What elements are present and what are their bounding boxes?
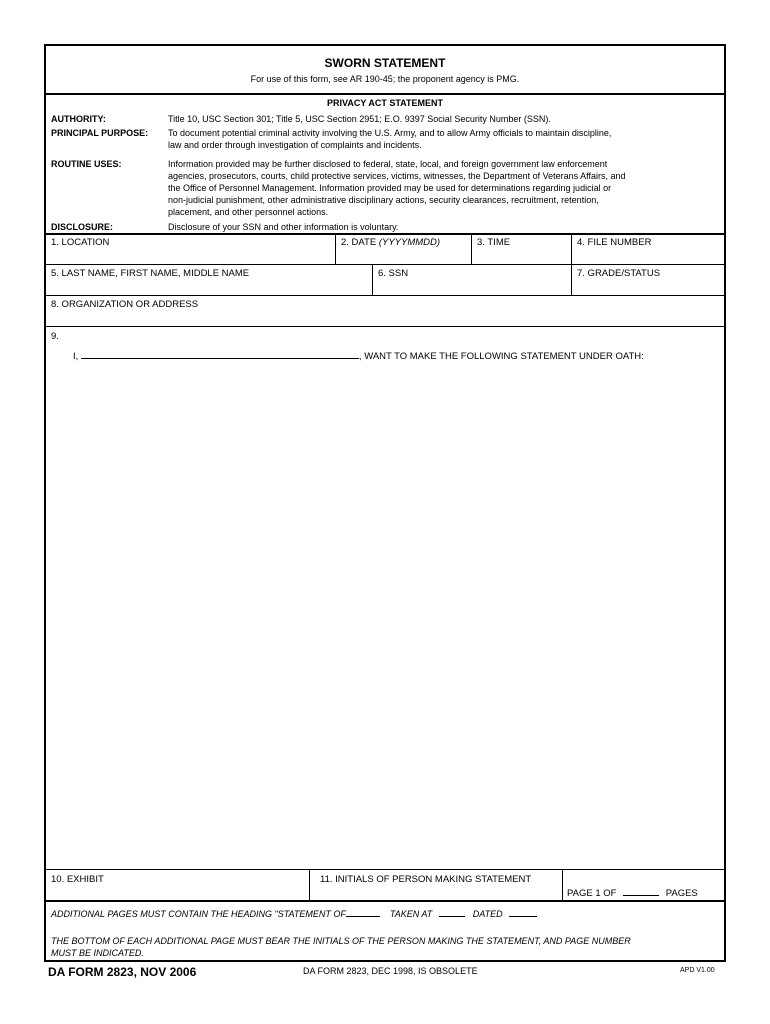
header-divider — [46, 93, 724, 95]
divider — [46, 295, 724, 296]
purpose-label: PRINCIPAL PURPOSE: — [51, 128, 149, 138]
authority-text: Title 10, USC Section 301; Title 5, USC Section 2951; E.O. 9397 Social Security Number (SSN). — [168, 114, 551, 124]
authority-label: AUTHORITY: — [51, 114, 106, 124]
purpose-text: To document potential criminal activity involving the U.S. Army, and to allow Army officials to maintain discipline, law and order through investigation of complaints and incidents. — [168, 128, 612, 150]
divider — [46, 264, 724, 265]
sworn-statement-form — [44, 44, 726, 962]
initials-field[interactable]: 11. INITIALS OF PERSON MAKING STATEMENT — [320, 874, 532, 885]
underline — [439, 907, 465, 917]
divider — [372, 265, 373, 295]
divider — [46, 900, 724, 902]
form-subtitle: For use of this form, see AR 190-45; the proponent agency is PMG. — [250, 74, 520, 84]
disclosure-label: DISCLOSURE: — [51, 222, 114, 232]
initials-instruction: THE BOTTOM OF EACH ADDITIONAL PAGE MUST BEAR THE INITIALS OF THE PERSON MAKING THE STATEMENT, AND PAGE NUMBER MUST BE INDICATED. — [51, 936, 631, 958]
date-field[interactable]: 2. DATE (YYYYMMDD) — [341, 237, 441, 248]
divider — [571, 234, 572, 264]
divider — [46, 326, 724, 327]
underline — [509, 907, 537, 917]
statement-name-blank[interactable] — [81, 349, 359, 359]
divider — [562, 870, 563, 901]
divider — [46, 869, 724, 870]
additional-pages-heading: ADDITIONAL PAGES MUST CONTAIN THE HEADING "STATEMENT OF TAKEN AT DATED — [51, 907, 537, 919]
version-label: APD V1.00 — [680, 967, 715, 974]
file-number-field[interactable]: 4. FILE NUMBER — [577, 237, 652, 248]
divider — [309, 870, 310, 901]
form-title: SWORN STATEMENT — [324, 56, 446, 70]
organization-field[interactable]: 8. ORGANIZATION OR ADDRESS — [51, 299, 199, 310]
form-number: DA FORM 2823, NOV 2006 — [48, 965, 197, 979]
grade-status-field[interactable]: 7. GRADE/STATUS — [577, 268, 661, 279]
statement-oath-line: I, , WANT TO MAKE THE FOLLOWING STATEMENT UNDER OATH: — [73, 351, 644, 362]
obsolete-notice: DA FORM 2823, DEC 1998, IS OBSOLETE — [303, 966, 478, 976]
statement-body-area[interactable] — [50, 366, 720, 866]
location-field[interactable]: 1. LOCATION — [51, 237, 110, 248]
time-field[interactable]: 3. TIME — [477, 237, 511, 248]
name-field[interactable]: 5. LAST NAME, FIRST NAME, MIDDLE NAME — [51, 268, 250, 279]
total-pages-blank[interactable] — [623, 886, 659, 896]
divider — [471, 234, 472, 264]
page-count: PAGE 1 OF PAGES — [567, 888, 698, 899]
privacy-divider — [46, 233, 724, 235]
privacy-act-heading: PRIVACY ACT STATEMENT — [326, 98, 443, 108]
routine-uses-text: Information provided may be further disclosed to federal, state, local, and foreign government law enforcement agencies, prosecutors, courts, child protective services, victims, witnesses, the Department of Veterans Affairs, and the Office of Personnel Management. Information provided may be used for determinations regarding judicial or non-judicial punishment, other administrative disciplinary actions, security clearances, recruitment, retention, placement, and other personnel actions. — [168, 159, 626, 217]
exhibit-field[interactable]: 10. EXHIBIT — [51, 874, 104, 885]
routine-uses-label: ROUTINE USES: — [51, 159, 122, 169]
underline — [346, 907, 380, 917]
divider — [335, 234, 336, 264]
disclosure-text: Disclosure of your SSN and other information is voluntary. — [168, 222, 399, 232]
ssn-field[interactable]: 6. SSN — [378, 268, 409, 279]
statement-number: 9. — [51, 331, 59, 342]
divider — [571, 265, 572, 295]
